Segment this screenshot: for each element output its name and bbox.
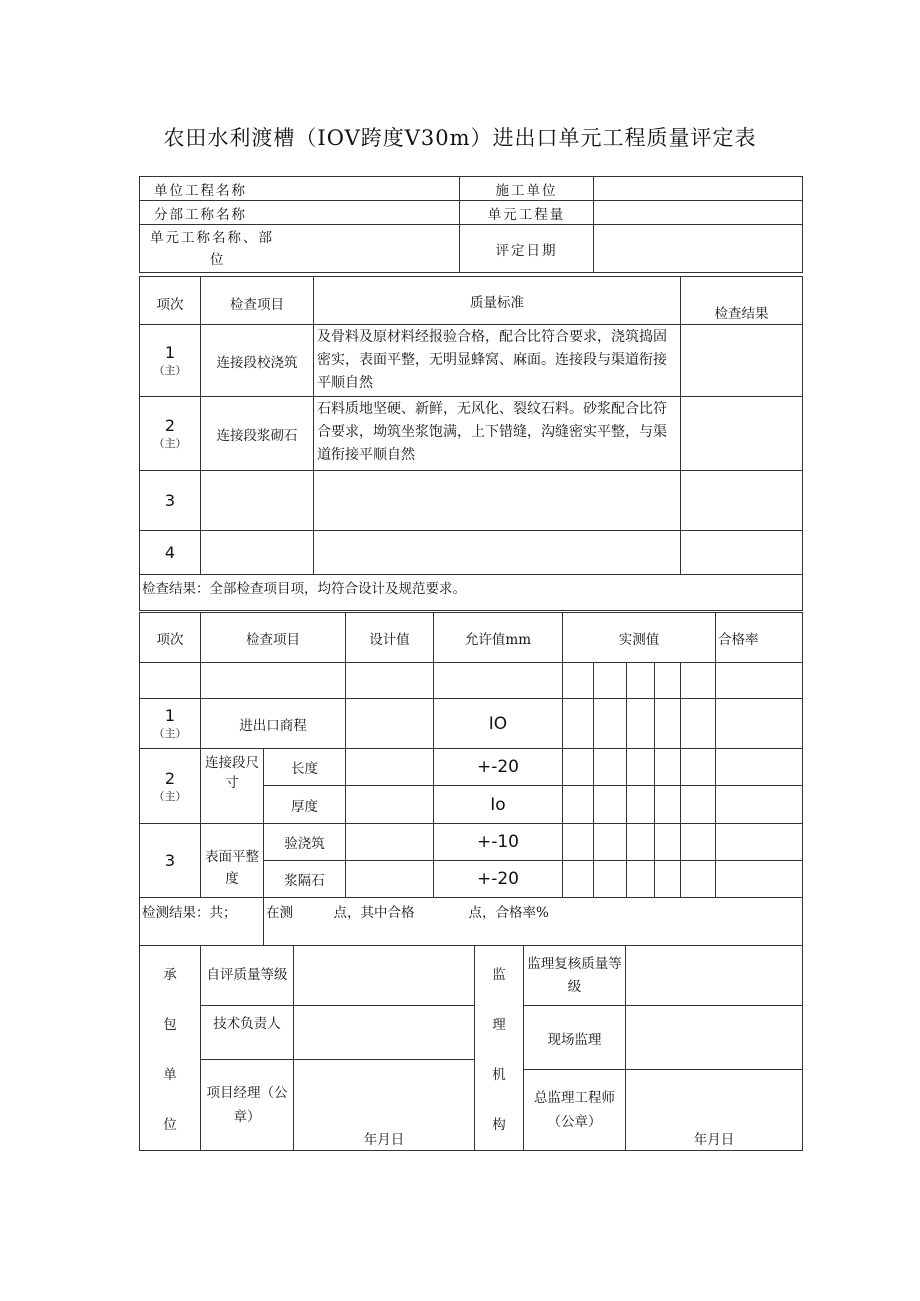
measured-cell[interactable] bbox=[563, 663, 594, 699]
construction-unit-value[interactable] bbox=[594, 177, 803, 201]
measured-cell[interactable] bbox=[655, 824, 681, 861]
inspection-result-cell[interactable] bbox=[681, 397, 803, 471]
allowed-value-cell: +-10 bbox=[434, 824, 563, 861]
measured-cell[interactable] bbox=[563, 749, 594, 786]
contractor-char: 包 bbox=[163, 1017, 177, 1033]
pm-signature-area[interactable]: 年月日 bbox=[294, 1059, 475, 1151]
supervision-char: 监 bbox=[492, 967, 506, 983]
measured-cell[interactable] bbox=[655, 861, 681, 898]
measure-row bbox=[140, 749, 803, 786]
inspection-seq-cell bbox=[140, 325, 201, 397]
page-title: 农田水利渡槽（IOV跨度V30m）进出口单元工程质量评定表 bbox=[163, 126, 757, 150]
inspection-item-cell: 连接段校浇筑 bbox=[201, 325, 314, 397]
allowed-value-cell: +-20 bbox=[434, 861, 563, 898]
rate-cell[interactable] bbox=[716, 663, 803, 699]
element-project-name-label bbox=[140, 225, 460, 273]
measure-result-label: 检测结果：共； bbox=[140, 898, 264, 946]
blank-cell[interactable] bbox=[346, 663, 434, 699]
measured-cell[interactable] bbox=[594, 786, 627, 824]
inspection-standard-cell: 及骨料及原材料经报验合格，配合比符合要求，浇筑捣固密实，表面平整，无明显蜂窝、麻面。连接段与渠道衔接平顺自然 bbox=[314, 325, 681, 397]
design-value-cell[interactable] bbox=[346, 861, 434, 898]
rate-cell[interactable] bbox=[716, 861, 803, 898]
measured-cell[interactable] bbox=[563, 786, 594, 824]
inspection-seq-cell bbox=[140, 531, 201, 575]
measured-cell[interactable] bbox=[655, 786, 681, 824]
measure-row bbox=[140, 699, 803, 749]
contractor-char: 位 bbox=[163, 1117, 177, 1133]
design-value-cell[interactable] bbox=[346, 749, 434, 786]
blank-cell[interactable] bbox=[201, 663, 346, 699]
measured-cell[interactable] bbox=[563, 861, 594, 898]
row-number: 2 bbox=[164, 768, 176, 788]
row-number: 1 bbox=[164, 343, 176, 362]
row-main-tag: （主） bbox=[153, 789, 187, 803]
measured-cell[interactable] bbox=[681, 824, 716, 861]
measure-row bbox=[140, 824, 803, 861]
contractor-unit-label bbox=[140, 946, 201, 1151]
measured-cell[interactable] bbox=[627, 861, 655, 898]
measure-subitem-cell: 验浇筑 bbox=[264, 824, 346, 861]
signoff-table bbox=[139, 945, 803, 1151]
measured-cell[interactable] bbox=[681, 786, 716, 824]
supervision-char: 机 bbox=[492, 1067, 506, 1083]
measured-cell[interactable] bbox=[594, 861, 627, 898]
supervision-org-label bbox=[475, 946, 524, 1151]
element-project-name-line1: 单元工称名称、部 bbox=[150, 229, 274, 246]
inspection-item-cell[interactable] bbox=[201, 471, 314, 531]
rate-cell[interactable] bbox=[716, 786, 803, 824]
measured-cell[interactable] bbox=[594, 824, 627, 861]
unit-project-name-label: 单位工程名称 bbox=[140, 177, 460, 201]
inspection-seq-cell bbox=[140, 397, 201, 471]
inspection-seq-header: 项次 bbox=[140, 277, 201, 325]
measure-subitem-cell: 厚度 bbox=[264, 786, 346, 824]
row-main-tag: （主） bbox=[153, 437, 187, 450]
measured-cell[interactable] bbox=[627, 824, 655, 861]
site-supervisor-value[interactable] bbox=[626, 1006, 803, 1070]
unit-quantity-value[interactable] bbox=[594, 201, 803, 225]
inspection-result-header: 检查结果 bbox=[681, 277, 803, 325]
measure-seq-cell bbox=[140, 699, 201, 749]
measure-item-cell: 连接段尺寸 bbox=[201, 749, 264, 824]
inspection-conclusion: 检查结果：全部检查项目项，均符合设计及规范要求。 bbox=[140, 575, 803, 611]
inspection-standard-cell: 石料质地坚硬、新鲜，无风化、裂纹石料。砂浆配合比符合要求，坳筑坐浆饱满，上下错缝，沟缝密实平整，与渠道衔接平顺自然 bbox=[314, 397, 681, 471]
row-main-tag: （主） bbox=[153, 727, 187, 740]
measure-rate-header: 合格率 bbox=[716, 613, 803, 663]
inspection-seq-cell bbox=[140, 471, 201, 531]
row-main-tag: （主） bbox=[153, 364, 187, 377]
pm-label: 项目经理（公章） bbox=[201, 1059, 294, 1151]
project-info-table bbox=[139, 176, 803, 273]
allowed-value-cell: IO bbox=[434, 699, 563, 749]
measured-cell[interactable] bbox=[681, 699, 716, 749]
row-number: 1 bbox=[164, 706, 176, 725]
design-value-cell[interactable] bbox=[346, 699, 434, 749]
measured-cell[interactable] bbox=[563, 699, 594, 749]
inspection-result-cell[interactable] bbox=[681, 325, 803, 397]
design-value-cell[interactable] bbox=[346, 786, 434, 824]
measure-subitem-cell: 长度 bbox=[264, 749, 346, 786]
inspection-item-header: 检查项目 bbox=[201, 277, 314, 325]
measurement-table bbox=[139, 612, 803, 946]
design-value-cell[interactable] bbox=[346, 824, 434, 861]
inspection-standard-cell[interactable] bbox=[314, 531, 681, 575]
measured-cell[interactable] bbox=[594, 663, 627, 699]
row-number: 3 bbox=[164, 491, 176, 510]
blank-cell[interactable] bbox=[434, 663, 563, 699]
measured-cell[interactable] bbox=[627, 699, 655, 749]
review-grade-label: 监理复核质量等级 bbox=[524, 946, 626, 1006]
measure-blank-row bbox=[140, 663, 803, 699]
rate-cell[interactable] bbox=[716, 749, 803, 786]
measured-cell[interactable] bbox=[563, 824, 594, 861]
inspection-item-cell[interactable] bbox=[201, 531, 314, 575]
row-number: 4 bbox=[164, 543, 176, 562]
inspection-result-cell[interactable] bbox=[681, 531, 803, 575]
inspection-row bbox=[140, 471, 803, 531]
supervision-char: 构 bbox=[492, 1117, 506, 1133]
construction-unit-label: 施工单位 bbox=[460, 177, 594, 201]
supervision-char: 理 bbox=[492, 1017, 506, 1033]
review-grade-value[interactable] bbox=[626, 946, 803, 1006]
rate-cell[interactable] bbox=[716, 699, 803, 749]
inspection-result-cell[interactable] bbox=[681, 471, 803, 531]
measure-seq-cell bbox=[140, 749, 201, 824]
contractor-char: 单 bbox=[163, 1067, 177, 1083]
rate-cell[interactable] bbox=[716, 824, 803, 861]
measure-item-header: 检查项目 bbox=[201, 613, 346, 663]
inspection-table bbox=[139, 276, 803, 611]
measure-seq-cell bbox=[140, 824, 201, 898]
measured-cell[interactable] bbox=[655, 663, 681, 699]
measure-allowed-header: 允许值mm bbox=[434, 613, 563, 663]
measured-cell[interactable] bbox=[681, 663, 716, 699]
inspection-standard-header: 质量标准 bbox=[314, 277, 681, 325]
allowed-value-cell: Io bbox=[434, 786, 563, 824]
self-grade-label: 自评质量等级 bbox=[201, 946, 294, 1006]
measured-cell[interactable] bbox=[594, 749, 627, 786]
unit-quantity-label: 单元工程量 bbox=[460, 201, 594, 225]
blank-cell[interactable] bbox=[140, 663, 201, 699]
measure-design-header: 设计值 bbox=[346, 613, 434, 663]
chief-engineer-signature-area[interactable]: 年月日 bbox=[626, 1070, 803, 1151]
measure-item-cell: 表面平整度 bbox=[201, 824, 264, 898]
tech-lead-label: 技术负责人 bbox=[201, 1006, 294, 1060]
allowed-value-cell: +-20 bbox=[434, 749, 563, 786]
row-number: 2 bbox=[164, 416, 176, 435]
measured-cell[interactable] bbox=[655, 699, 681, 749]
site-supervisor-label: 现场监理 bbox=[524, 1006, 626, 1070]
measured-cell[interactable] bbox=[594, 699, 627, 749]
eval-date-value[interactable] bbox=[594, 225, 803, 273]
inspection-item-cell: 连接段浆砌石 bbox=[201, 397, 314, 471]
inspection-row bbox=[140, 325, 803, 397]
measured-cell[interactable] bbox=[627, 786, 655, 824]
inspection-standard-cell[interactable] bbox=[314, 471, 681, 531]
measured-cell[interactable] bbox=[681, 749, 716, 786]
chief-engineer-label: 总监理工程师（公章） bbox=[524, 1070, 626, 1151]
measure-subitem-cell: 浆隔石 bbox=[264, 861, 346, 898]
self-grade-value[interactable] bbox=[294, 946, 475, 1006]
row-number: 3 bbox=[164, 851, 176, 870]
measured-cell[interactable] bbox=[655, 749, 681, 786]
inspection-row bbox=[140, 531, 803, 575]
element-project-name-line2: 位 bbox=[210, 251, 224, 268]
measured-cell[interactable] bbox=[627, 663, 655, 699]
measure-result-text: 在测 点，其中合格 点，合格率% bbox=[264, 898, 803, 946]
inspection-row bbox=[140, 397, 803, 471]
measure-measured-header: 实测值 bbox=[563, 613, 716, 663]
eval-date-label: 评定日期 bbox=[460, 225, 594, 273]
contractor-char: 承 bbox=[163, 967, 177, 983]
sub-project-name-label: 分部工称名称 bbox=[140, 201, 460, 225]
measured-cell[interactable] bbox=[627, 749, 655, 786]
measured-cell[interactable] bbox=[681, 861, 716, 898]
measure-item-cell: 进出口商程 bbox=[201, 699, 346, 749]
tech-lead-value[interactable] bbox=[294, 1006, 475, 1060]
measure-seq-header: 项次 bbox=[140, 613, 201, 663]
